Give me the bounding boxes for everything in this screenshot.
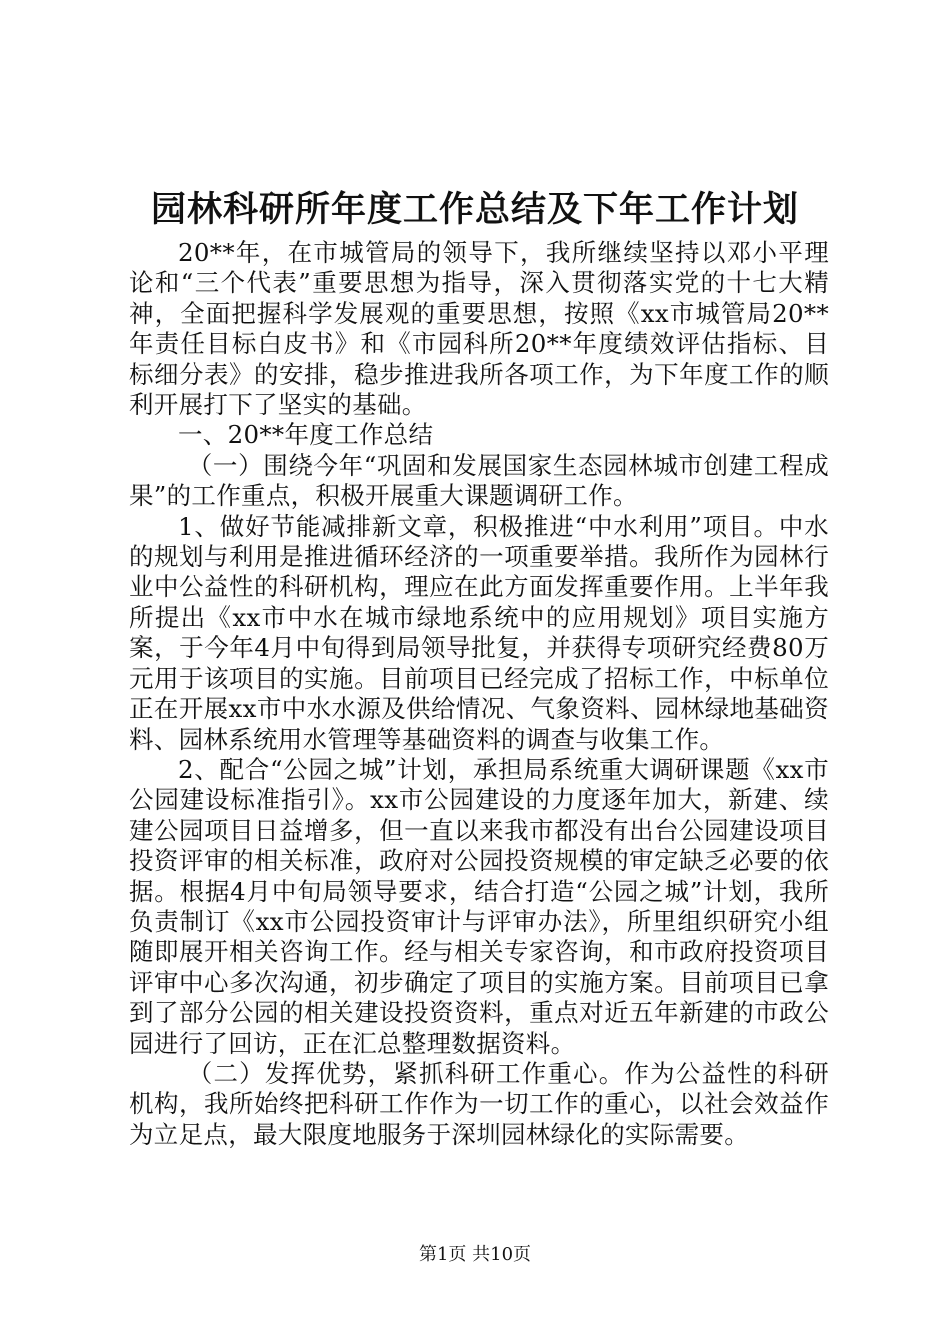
paragraph-item-2: 2、配合“公园之城”计划，承担局系统重大调研课题《xx市公园建设标准指引》。xx市公园建设的力度逐年加大，新建、续建公园项目日益增多，但一直以来我市都没有出台公园建设项目投资评审的相关标准，政府对公园投资规模的审定缺乏必要的依据。根据4月中旬局领导要求，结合打造“公园之城”计划，我所负责制订《xx市公园投资审计与评审办法》，所里组织研究小组随即展开相关咨询工作。经与相关专家咨询，和市政府投资项目评审中心多次沟通，初步确定了项目的实施方案。目前项目已拿到了部分公园的相关建设投资资料，重点对近五年新建的市政公园进行了回访，正在汇总整理数据资料。 xyxy=(129,754,829,1058)
document-title: 园林科研所年度工作总结及下年工作计划 xyxy=(150,189,799,230)
subsection-heading-1: （一）围绕今年“巩固和发展国家生态园林城市创建工程成果”的工作重点，积极开展重大课题调研工作。 xyxy=(129,450,829,511)
section-heading-summary: 一、20**年度工作总结 xyxy=(178,420,434,450)
paragraph-intro: 20**年，在市城管局的领导下，我所继续坚持以邓小平理论和“三个代表”重要思想为指导，深入贯彻落实党的十七大精神，全面把握科学发展观的重要思想，按照《xx市城管局20**年责任目标白皮书》和《市园科所20**年度绩效评估指标、目标细分表》的安排，稳步推进我所各项工作，为下年度工作的顺利开展打下了坚实的基础。 xyxy=(129,238,829,420)
document-body xyxy=(129,238,829,1150)
subsection-heading-2: （二）发挥优势，紧抓科研工作重心。作为公益性的科研机构，我所始终把科研工作作为一切工作的重心，以社会效益作为立足点，最大限度地服务于深圳园林绿化的实际需要。 xyxy=(129,1058,829,1149)
paragraph-item-1: 1、做好节能减排新文章，积极推进“中水利用”项目。中水的规划与利用是推进循环经济的一项重要举措。我所作为园林行业中公益性的科研机构，理应在此方面发挥重要作用。上半年我所提出《xx市中水在城市绿地系统中的应用规划》项目实施方案，于今年4月中旬得到局领导批复，并获得专项研究经费80万元用于该项目的实施。目前项目已经完成了招标工作，中标单位正在开展xx市中水水源及供给情况、气象资料、园林绿地基础资料、园林系统用水管理等基础资料的调查与收集工作。 xyxy=(129,511,829,754)
page-number-footer: 第1页 共10页 xyxy=(418,1244,532,1265)
